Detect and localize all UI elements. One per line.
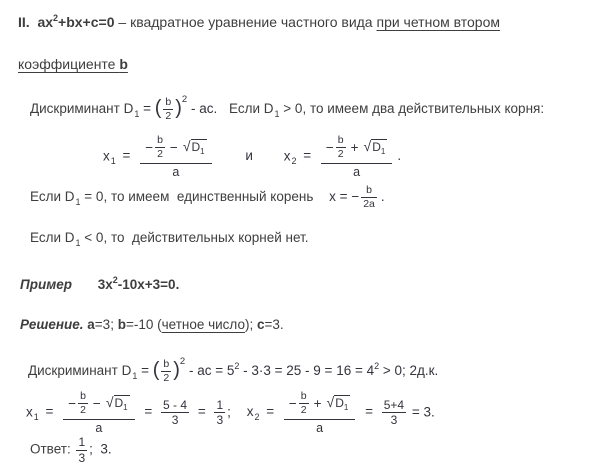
radicand [114, 395, 130, 413]
answer-tail: ; 3. [89, 441, 112, 457]
answer-line [30, 436, 112, 464]
open-paren: ( [154, 96, 162, 119]
minus-sign: − [92, 395, 101, 411]
heading-dash: – [114, 14, 131, 30]
equals-sign: = [45, 404, 54, 420]
condition-negative-tail: < 0, то действительных корней нет. [80, 230, 309, 245]
fraction-numerator: b [300, 390, 307, 402]
d-subscript-2: 1 [274, 109, 280, 119]
b-over-2-fraction [78, 391, 88, 416]
condition-zero: Если D [30, 189, 75, 205]
D-symbol: D [335, 396, 344, 411]
period: . [380, 189, 385, 205]
D-subscript: 1 [380, 147, 386, 157]
sqrt-D1 [183, 139, 207, 156]
fraction-numerator: b [80, 390, 86, 402]
plus-sign: + [350, 139, 359, 155]
calc-segment-1: - ac = 5 [185, 363, 235, 378]
b-over-2-squared [154, 94, 188, 122]
minus-sign: − [169, 139, 178, 155]
calc-segment-3: > 0; 2д.к. [379, 363, 439, 378]
fraction-denominator: 2 [157, 148, 163, 161]
answer-fraction [76, 436, 87, 464]
discriminant-label: Дискриминант D [30, 101, 134, 116]
D-subscript: 1 [200, 147, 205, 157]
x2-numerator [284, 391, 355, 420]
roots-calculation-line [26, 391, 435, 435]
c-value: =3. [264, 317, 284, 332]
sqrt-D1 [364, 139, 388, 156]
D-subscript: 1 [343, 403, 349, 413]
answer-label: Ответ: [30, 441, 71, 457]
even-number-note: четное число [161, 317, 245, 332]
D-symbol: D [191, 140, 201, 155]
condition-positive-tail: > 0, то имеем два действительных корня: [279, 101, 545, 116]
heading-equation-exponent: 2 [53, 13, 59, 23]
equals-sign: = [339, 189, 348, 205]
equals-sign: = [266, 404, 275, 420]
minus-ac: - ac. [187, 101, 218, 116]
sqrt-D1 [327, 395, 351, 412]
radical-sign: √ [105, 394, 114, 411]
minus-sign: − [68, 395, 77, 411]
example-equation-base: 3x [97, 277, 113, 292]
d-subscript: 1 [75, 197, 81, 208]
example-equation-tail: -10x+3=0. [117, 277, 180, 292]
single-root-line [30, 185, 385, 210]
solution-label: Решение. [20, 317, 84, 332]
fraction-numerator: b [163, 357, 170, 370]
equals-sign: = [122, 148, 131, 164]
heading-equation-base: ax [37, 14, 54, 30]
x1-subscript: 1 [33, 412, 39, 423]
fraction-numerator: 1 [216, 397, 224, 412]
fraction-denominator: 3 [382, 412, 406, 427]
fraction-denominator: 3 [78, 450, 86, 465]
fraction-denominator: 2 [300, 404, 307, 417]
open-paren: ( [152, 358, 160, 381]
fraction-denominator: 2 [163, 371, 170, 384]
example-equation-exponent: 2 [112, 275, 118, 285]
x1-result-fraction [214, 399, 225, 427]
heading-line-2 [18, 56, 128, 74]
x2-result: = 3. [411, 404, 435, 420]
squared-exponent: 2 [179, 356, 186, 367]
x1-denominator: a [172, 165, 180, 180]
fraction-numerator: b [337, 134, 344, 146]
equals-sign: = [365, 404, 373, 420]
fraction-denominator: 3 [216, 413, 224, 428]
minus-sign: − [351, 189, 360, 205]
radical-sign: √ [326, 394, 335, 411]
heading-equation-tail: +bx+c=0 [58, 14, 115, 30]
coefficient-c: c [256, 317, 265, 332]
radicand [334, 395, 350, 413]
b-over-2-squared [152, 356, 186, 384]
x1-fraction [140, 135, 211, 179]
x-symbol: x [329, 189, 336, 205]
x1-fraction [63, 391, 134, 435]
minus-sign: − [145, 139, 154, 155]
five-squared-exponent: 2 [234, 361, 240, 371]
equals-sign: = [303, 148, 312, 164]
solution-line [20, 317, 284, 334]
x2-numerator [321, 135, 392, 164]
fraction-denominator: 2a [363, 198, 375, 211]
coefficient-a: a [87, 317, 95, 332]
x1-symbol: x [26, 404, 33, 420]
d-subscript: 1 [134, 109, 140, 119]
four-squared-exponent: 2 [374, 361, 380, 371]
heading-roman-numeral: II. [18, 14, 34, 30]
fraction-numerator: 5+4 [383, 397, 405, 412]
radical-sign: √ [182, 138, 191, 155]
x2-symbol: x [246, 404, 254, 420]
x1-evaluation-fraction [161, 399, 189, 427]
calc-segment-2: - 3·3 = 25 - 9 = 16 = 4 [239, 363, 375, 378]
semicolon: ; [227, 404, 231, 420]
fraction-numerator: 5 - 4 [163, 397, 188, 412]
x2-denominator: a [353, 165, 361, 180]
example-label: Пример [20, 277, 72, 292]
example-line [20, 275, 179, 294]
x1-subscript: 1 [110, 156, 116, 167]
b-over-2-fraction [163, 97, 173, 122]
minus-sign: − [288, 395, 297, 411]
d-subscript: 1 [75, 238, 81, 248]
b-over-2-fraction [299, 391, 309, 416]
and-word: и [245, 148, 253, 164]
d-subscript: 1 [132, 371, 138, 381]
condition-negative: Если D [30, 230, 75, 245]
fraction-denominator: 2 [80, 404, 86, 417]
no-roots-line [30, 230, 309, 249]
b-over-2a-fraction [361, 185, 377, 210]
radicand [191, 139, 207, 157]
x1-numerator [140, 135, 211, 164]
period: . [397, 148, 402, 164]
discriminant-definition-line [30, 94, 544, 122]
x2-denominator: a [316, 421, 324, 436]
radicand [371, 139, 387, 157]
plus-sign: + [313, 395, 322, 411]
D-subscript: 1 [123, 403, 128, 413]
x1-denominator: a [95, 421, 103, 436]
x2-subscript: 2 [254, 412, 260, 423]
fraction-denominator: 2 [165, 109, 172, 122]
heading-coefficient-word: коэффициенте [18, 56, 120, 72]
condition-positive: Если D [229, 101, 274, 116]
fraction-denominator: 3 [161, 412, 189, 427]
b-over-2-fraction [161, 359, 171, 384]
fraction-numerator: b [366, 184, 372, 196]
equals-sign: = [197, 404, 206, 420]
coefficient-b: b [117, 317, 126, 332]
close-paren: ) [173, 358, 180, 381]
discriminant-equals: = [139, 101, 155, 116]
heading-description: квадратное уравнение частного вида [130, 14, 377, 30]
equals-sign: = [137, 363, 153, 378]
x2-evaluation-fraction [382, 399, 406, 427]
after-note: ); [244, 317, 257, 332]
b-over-2-fraction [336, 135, 346, 160]
heading-underlined-phrase-2 [18, 56, 128, 72]
condition-zero-tail: = 0, то имеем единственный корень [80, 189, 314, 205]
radical-sign: √ [363, 138, 372, 155]
sqrt-D1 [106, 395, 130, 412]
minus-sign: − [325, 139, 334, 155]
heading-underlined-phrase: при четном втором [376, 14, 500, 30]
close-paren: ) [175, 96, 182, 119]
heading-line-1 [18, 13, 500, 32]
b-value: =-10 ( [125, 317, 162, 332]
fraction-denominator: 2 [337, 148, 344, 161]
fraction-numerator: b [165, 95, 172, 108]
x1-symbol: x [103, 148, 110, 164]
discriminant-label: Дискриминант D [28, 363, 132, 378]
x2-subscript: 2 [291, 156, 297, 167]
b-over-2-fraction [155, 135, 165, 160]
discriminant-calculation-line [28, 356, 438, 384]
x2-symbol: x [283, 148, 291, 164]
squared-exponent: 2 [181, 94, 188, 105]
x2-fraction [321, 135, 392, 179]
D-symbol: D [114, 396, 124, 411]
a-value: =3; [94, 317, 118, 332]
roots-formula-line [103, 135, 401, 179]
x1-numerator [63, 391, 134, 420]
x2-fraction [284, 391, 355, 435]
fraction-numerator: b [157, 134, 163, 146]
fraction-numerator: 1 [78, 435, 86, 449]
equals-sign: = [144, 404, 153, 420]
heading-coefficient-b: b [119, 56, 128, 72]
D-symbol: D [372, 140, 381, 155]
